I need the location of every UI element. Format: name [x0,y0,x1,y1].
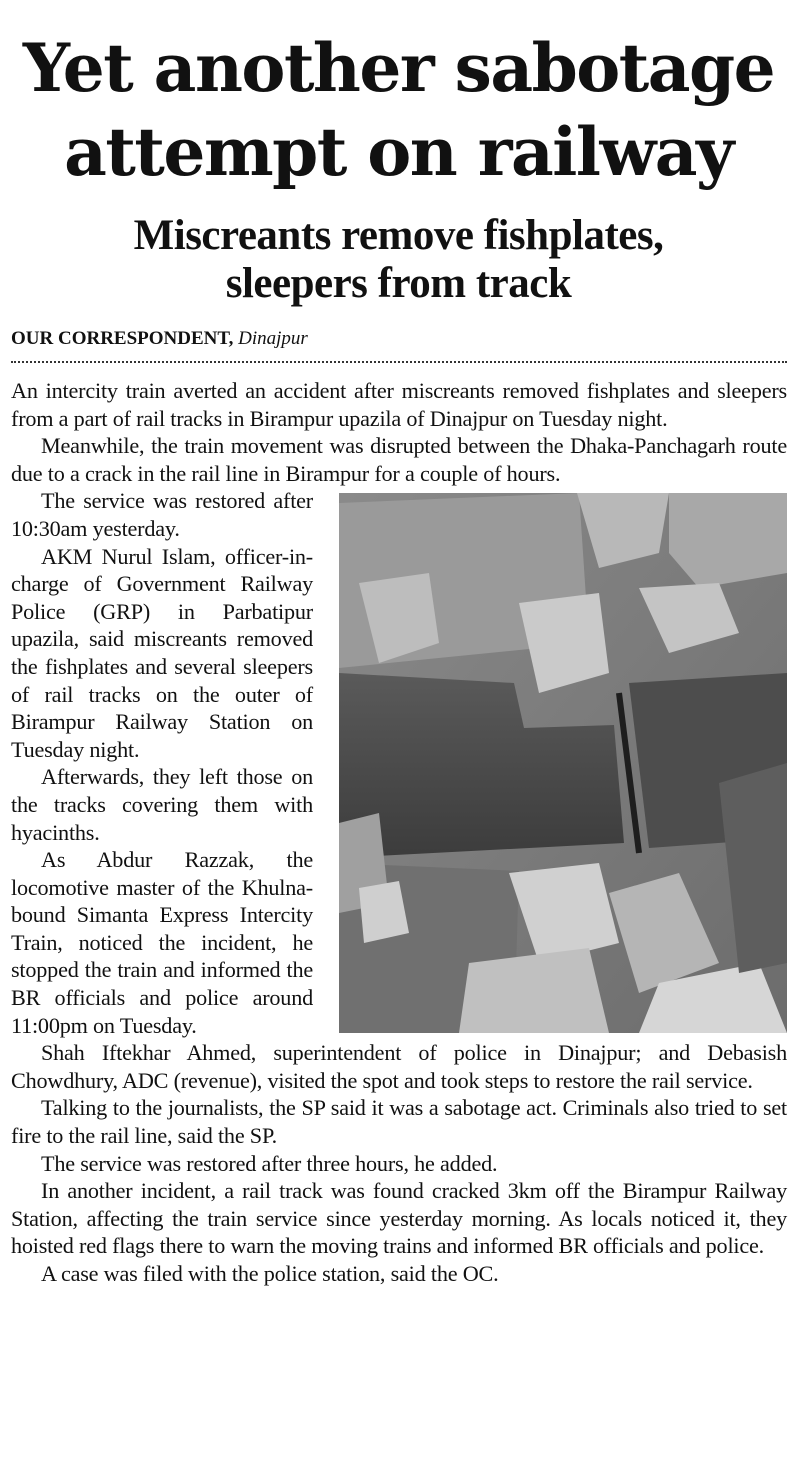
article-paragraph: Afterwards, they left those on the tracks covering them with hyacinths. [11,764,313,845]
article-paragraph: A case was filed with the police station, said the OC. [41,1261,499,1286]
rail-track-photo [339,493,787,1033]
article-paragraph: AKM Nurul Islam, officer-in-charge of Government Railway Police (GRP) in Parbatipur upazila, said miscreants removed the fishplates and several sleepers of rail tracks on the outer of Birampur Railway Station on Tuesday night. [11,543,313,762]
subheadline [0,212,797,308]
article-paragraph: The service was restored after 10:30am yesterday. [11,488,313,541]
article-paragraph: The service was restored after three hours, he added. [41,1150,498,1176]
article-paragraph: Shah Iftekhar Ahmed, superintendent of police in Dinajpur; and Debasish Chowdhury, ADC (revenue), visited the spot and took steps to restore the rail service. [11,1040,787,1093]
article-paragraph: An intercity train averted an accident after miscreants removed fishplates and sleepers from a part of rail tracks in Birampur upazila of Dinajpur on Tuesday night. [11,378,787,431]
subhead-line-1: Miscreants remove fishplates, [133,212,664,259]
headline-line-1: Yet another sabotage [22,29,775,107]
headline [0,26,797,194]
byline-location: Dinajpur [238,328,308,349]
article-body [11,377,787,1288]
dotted-divider [11,361,787,363]
byline-author: OUR CORRESPONDENT, [11,328,234,349]
article-paragraph: Talking to the journalists, the SP said it was a sabotage act. Criminals also tried to set fire to the rail line, said the SP. [11,1095,787,1149]
article-paragraph: As Abdur Razzak, the locomotive master of the Khulna-bound Simanta Express Intercity Train, noticed the incident, he stopped the train and informed the BR officials and police around 11:00pm on Tuesday. [11,847,313,1038]
subhead-line-2: sleepers from track [225,260,572,307]
headline-line-2: attempt on railway [64,113,733,191]
article-paragraph: In another incident, a rail track was found cracked 3km off the Birampur Railway Station, affecting the train service since yesterday morning. As locals noticed it, they hoisted red flags there to warn the moving trains and informed BR officials and police. [11,1178,787,1259]
article-paragraph: Meanwhile, the train movement was disrupted between the Dhaka-Panchagarh route due to a crack in the rail line in Birampur for a couple of hours. [11,433,787,486]
byline [11,327,308,351]
